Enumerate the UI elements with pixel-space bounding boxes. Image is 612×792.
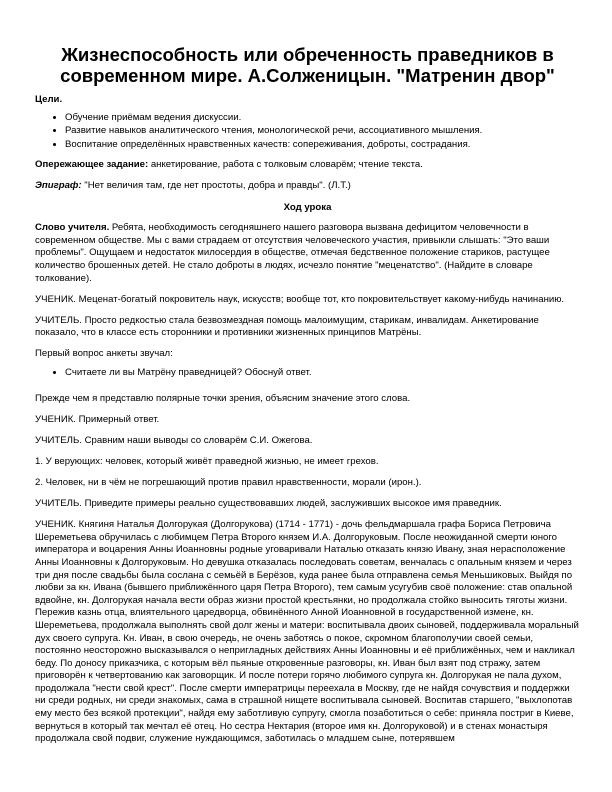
teacher-word-text: Ребята, необходимость сегодняшнего нашего разговора вызвана дефицитом человечности в современном обществе. Мы с вами страдаем от отсутствия человеческого участия, привыкли слышать: "Это ваши проблемы". Ощущаем и недостаток милосердия в обществе, отмечая бедственное положение стариков, растущее количество брошенных детей. Не стало доброты в людях, исчезло понятие "меценатство". (Найдите в словаре толкование). bbox=[35, 222, 550, 284]
paragraph: УЧИТЕЛЬ. Просто редкостью стала безвозмездная помощь малоимущим, старикам, инвалидам. Анкетирование показало, что в классе есть сторонники и противники жизненных принципов Матрёны. bbox=[35, 314, 539, 339]
question-list bbox=[35, 367, 580, 380]
lesson-heading: Ход урока bbox=[283, 201, 332, 213]
paragraph: Прежде чем я представлю полярные точки зрения, объясним значение этого слова. bbox=[35, 392, 411, 404]
question-item: • Считаете ли вы Матрёну праведницей? Обоснуй ответ. bbox=[65, 367, 580, 380]
goals-list-item: • Воспитание определённых нравственных качеств: сопереживания, доброты, сострадания. bbox=[65, 139, 580, 152]
document-page bbox=[35, 44, 580, 754]
paragraph: УЧЕНИК. Меценат-богатый покровитель наук, искусств; вообще тот, кто покровительствует какому-нибудь начинанию. bbox=[35, 293, 565, 305]
goals-list-item: • Обучение приёмам ведения дискуссии. bbox=[65, 112, 580, 125]
paragraph: УЧЕНИК. Примерный ответ. bbox=[35, 413, 160, 425]
epigraph bbox=[35, 180, 580, 193]
paragraph: УЧИТЕЛЬ. Приведите примеры реально существовавших людей, заслуживших высокое имя праведник. bbox=[35, 498, 502, 510]
teacher-word bbox=[35, 222, 580, 285]
page-title: Жизнеспособность или обреченность праведников в современном мире. А.Солженицын. "Матренин двор" bbox=[60, 44, 555, 86]
advance-task bbox=[35, 159, 580, 172]
paragraph: Первый вопрос анкеты звучал: bbox=[35, 348, 173, 360]
paragraph: УЧИТЕЛЬ. Сравним наши выводы со словарём С.И. Ожегова. bbox=[35, 434, 313, 446]
teacher-word-label: Слово учителя. bbox=[35, 222, 110, 234]
paragraph: 1. У верующих: человек, который живёт праведной жизнью, не имеет грехов. bbox=[35, 455, 379, 467]
paragraph: УЧЕНИК. Княгиня Наталья Долгорукая (Долгорукова) (1714 - 1771) - дочь фельдмаршала графа Бориса Петровича Шереметьева обручилась с любимцем Петра Второго князем И.А. Долгоруковым. После неожиданной смерти юного императора и воцарения Анны Иоанновны родные уговаривали Наталью отказать князю Ивану, зная нерасположение Анны Иоанновны к Долгоруковым. Но девушка отказалась последовать советам, венчалась с опальным князем и через три дня после свадьбы была сослана с семьёй в Берёзов, куда ранее была отправлена семья Меньшиковых. Выйдя по любви за кн. Ивана (бывшего приближённого царя Петра Второго), тем самым усугубив своё положение: став опальной вдвойне, кн. Долгорукая начала вести образ жизни простой крестьянки, но продолжала стойко выносить тяготы жизни. Пережив казнь отца, влиятельного царедворца, обвинённого Анной Иоанновной в государственной измене, кн. Шереметьева, продолжала выполнять свой долг жены и матери: воспитывала двоих сыновей, поддерживала моральный дух своего супруга. Кн. Иван, в свою очередь, не очень заботясь о покое, скромном благополучии своей семьи, постоянно неосторожно высказывался о непригладных действиях Анны Иоанновны и её приближённых, чем и накликал беду. По доносу приказчика, с которым вёл пьяные откровенные разговоры, кн. Иван был взят под стражу, затем приговорён к четвертованию как заговорщик. И после потери горячо любимого супруга кн. Долгорукая не пала духом, продолжала "нести свой крест". После смерти императрицы переехала в Москву, где не найдя сочувствия и поддержки ни среди родных, ни среди знакомых, сама в страшной нищете воспитывала сыновей. Воспитав старшего, "выхлопотав ему место без всякой протекции", найдя ему заботливую супругу, смогла позаботиться о себе: приняла постриг в Киеве, вернуться в который так мечтал её отец. Но сестра Нектария (второе имя кн. Долгоруковой) и в стенах монастыря продолжала свой подвиг, служение нуждающимся, заботилась о младшем сыне, потерявшем bbox=[35, 519, 579, 745]
epigraph-text: "Нет величия там, где нет простоты, добра и правды". (Л.Т.) bbox=[81, 180, 351, 192]
paragraph: 2. Человек, ни в чём не погрешающий против правил нравственности, морали (ирон.). bbox=[35, 476, 422, 488]
advance-task-label: Опережающее задание: bbox=[35, 159, 149, 171]
goals-list-item: • Развитие навыков аналитического чтения, монологической речи, ассоциативного мышления. bbox=[65, 125, 580, 138]
epigraph-label: Эпиграф: bbox=[35, 180, 82, 192]
goals-list bbox=[35, 112, 580, 152]
advance-task-text: анкетирование, работа с толковым словарём; чтение текста. bbox=[148, 159, 423, 171]
goals-label: Цели. bbox=[35, 94, 63, 105]
